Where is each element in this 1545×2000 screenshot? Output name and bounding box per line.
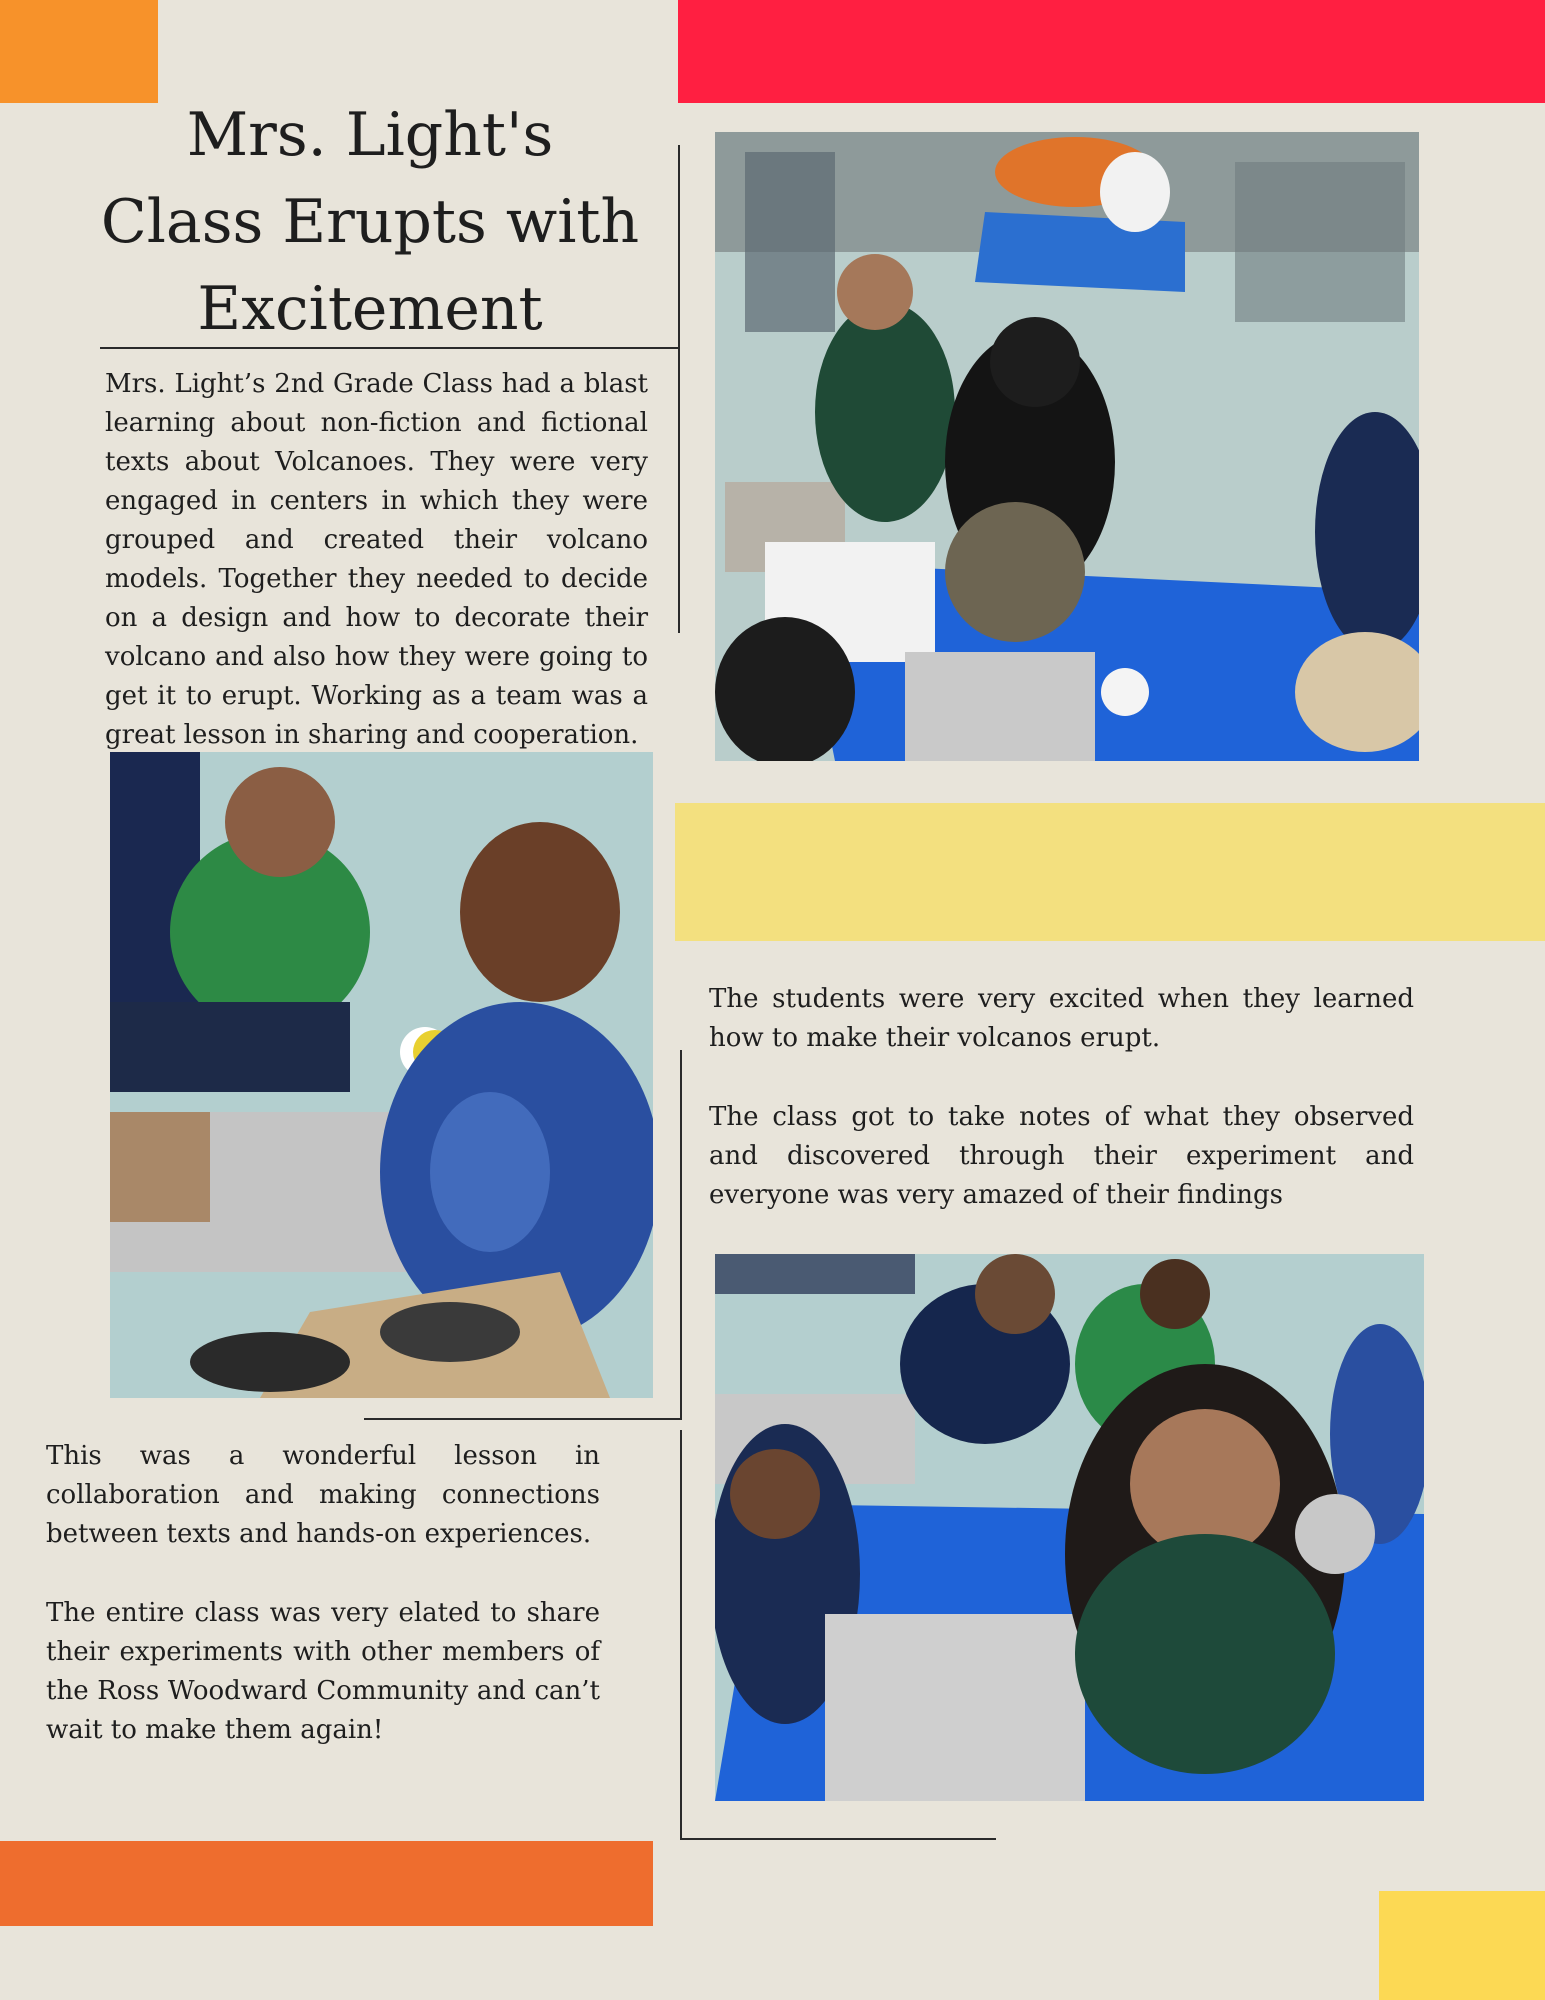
right-paragraph-1: The students were very excited when they learned how to make their volcanos erupt.: [709, 984, 1414, 1053]
lower-side-rule: [680, 1430, 682, 1840]
lower-under-rule: [680, 1838, 996, 1840]
orange-bottom-block: [0, 1841, 653, 1926]
middle-under-rule: [364, 1418, 682, 1420]
title-side-rule: [678, 145, 680, 633]
students-building-volcanoes-photo: [715, 132, 1419, 761]
left-paragraph-2: The entire class was very elated to share their experiments with other members of the Ross Woodward Community and can’t wait to make them again!: [46, 1598, 600, 1745]
red-header-block: [678, 0, 1545, 103]
left-paragraph-1: This was a wonderful lesson in collaboration and making connections between texts and hands-on experiences.: [46, 1441, 600, 1549]
intro-paragraph: Mrs. Light’s 2nd Grade Class had a blast learning about non-fiction and fictional texts about Volcanoes. They were very engaged in centers in which they were grouped and created their volcano models. Together they needed to decide on a design and how to decorate their volcano and also how they were going to get it to erupt. Working as a team was a great lesson in sharing and cooperation.: [105, 369, 648, 750]
right-paragraph-2: The class got to take notes of what they observed and discovered through their experiment and everyone was very amazed of their findings: [709, 1102, 1414, 1210]
article-title: Mrs. Light's Class Erupts with Excitement: [100, 100, 640, 344]
boy-looking-at-camera-photo: [110, 752, 653, 1398]
yellow-bottom-block: [1379, 1891, 1545, 2000]
orange-corner-block: [0, 0, 158, 103]
middle-side-rule: [680, 1050, 682, 1420]
yellow-middle-block: [675, 803, 1545, 941]
girl-smiling-with-glasses-photo: [715, 1254, 1424, 1801]
